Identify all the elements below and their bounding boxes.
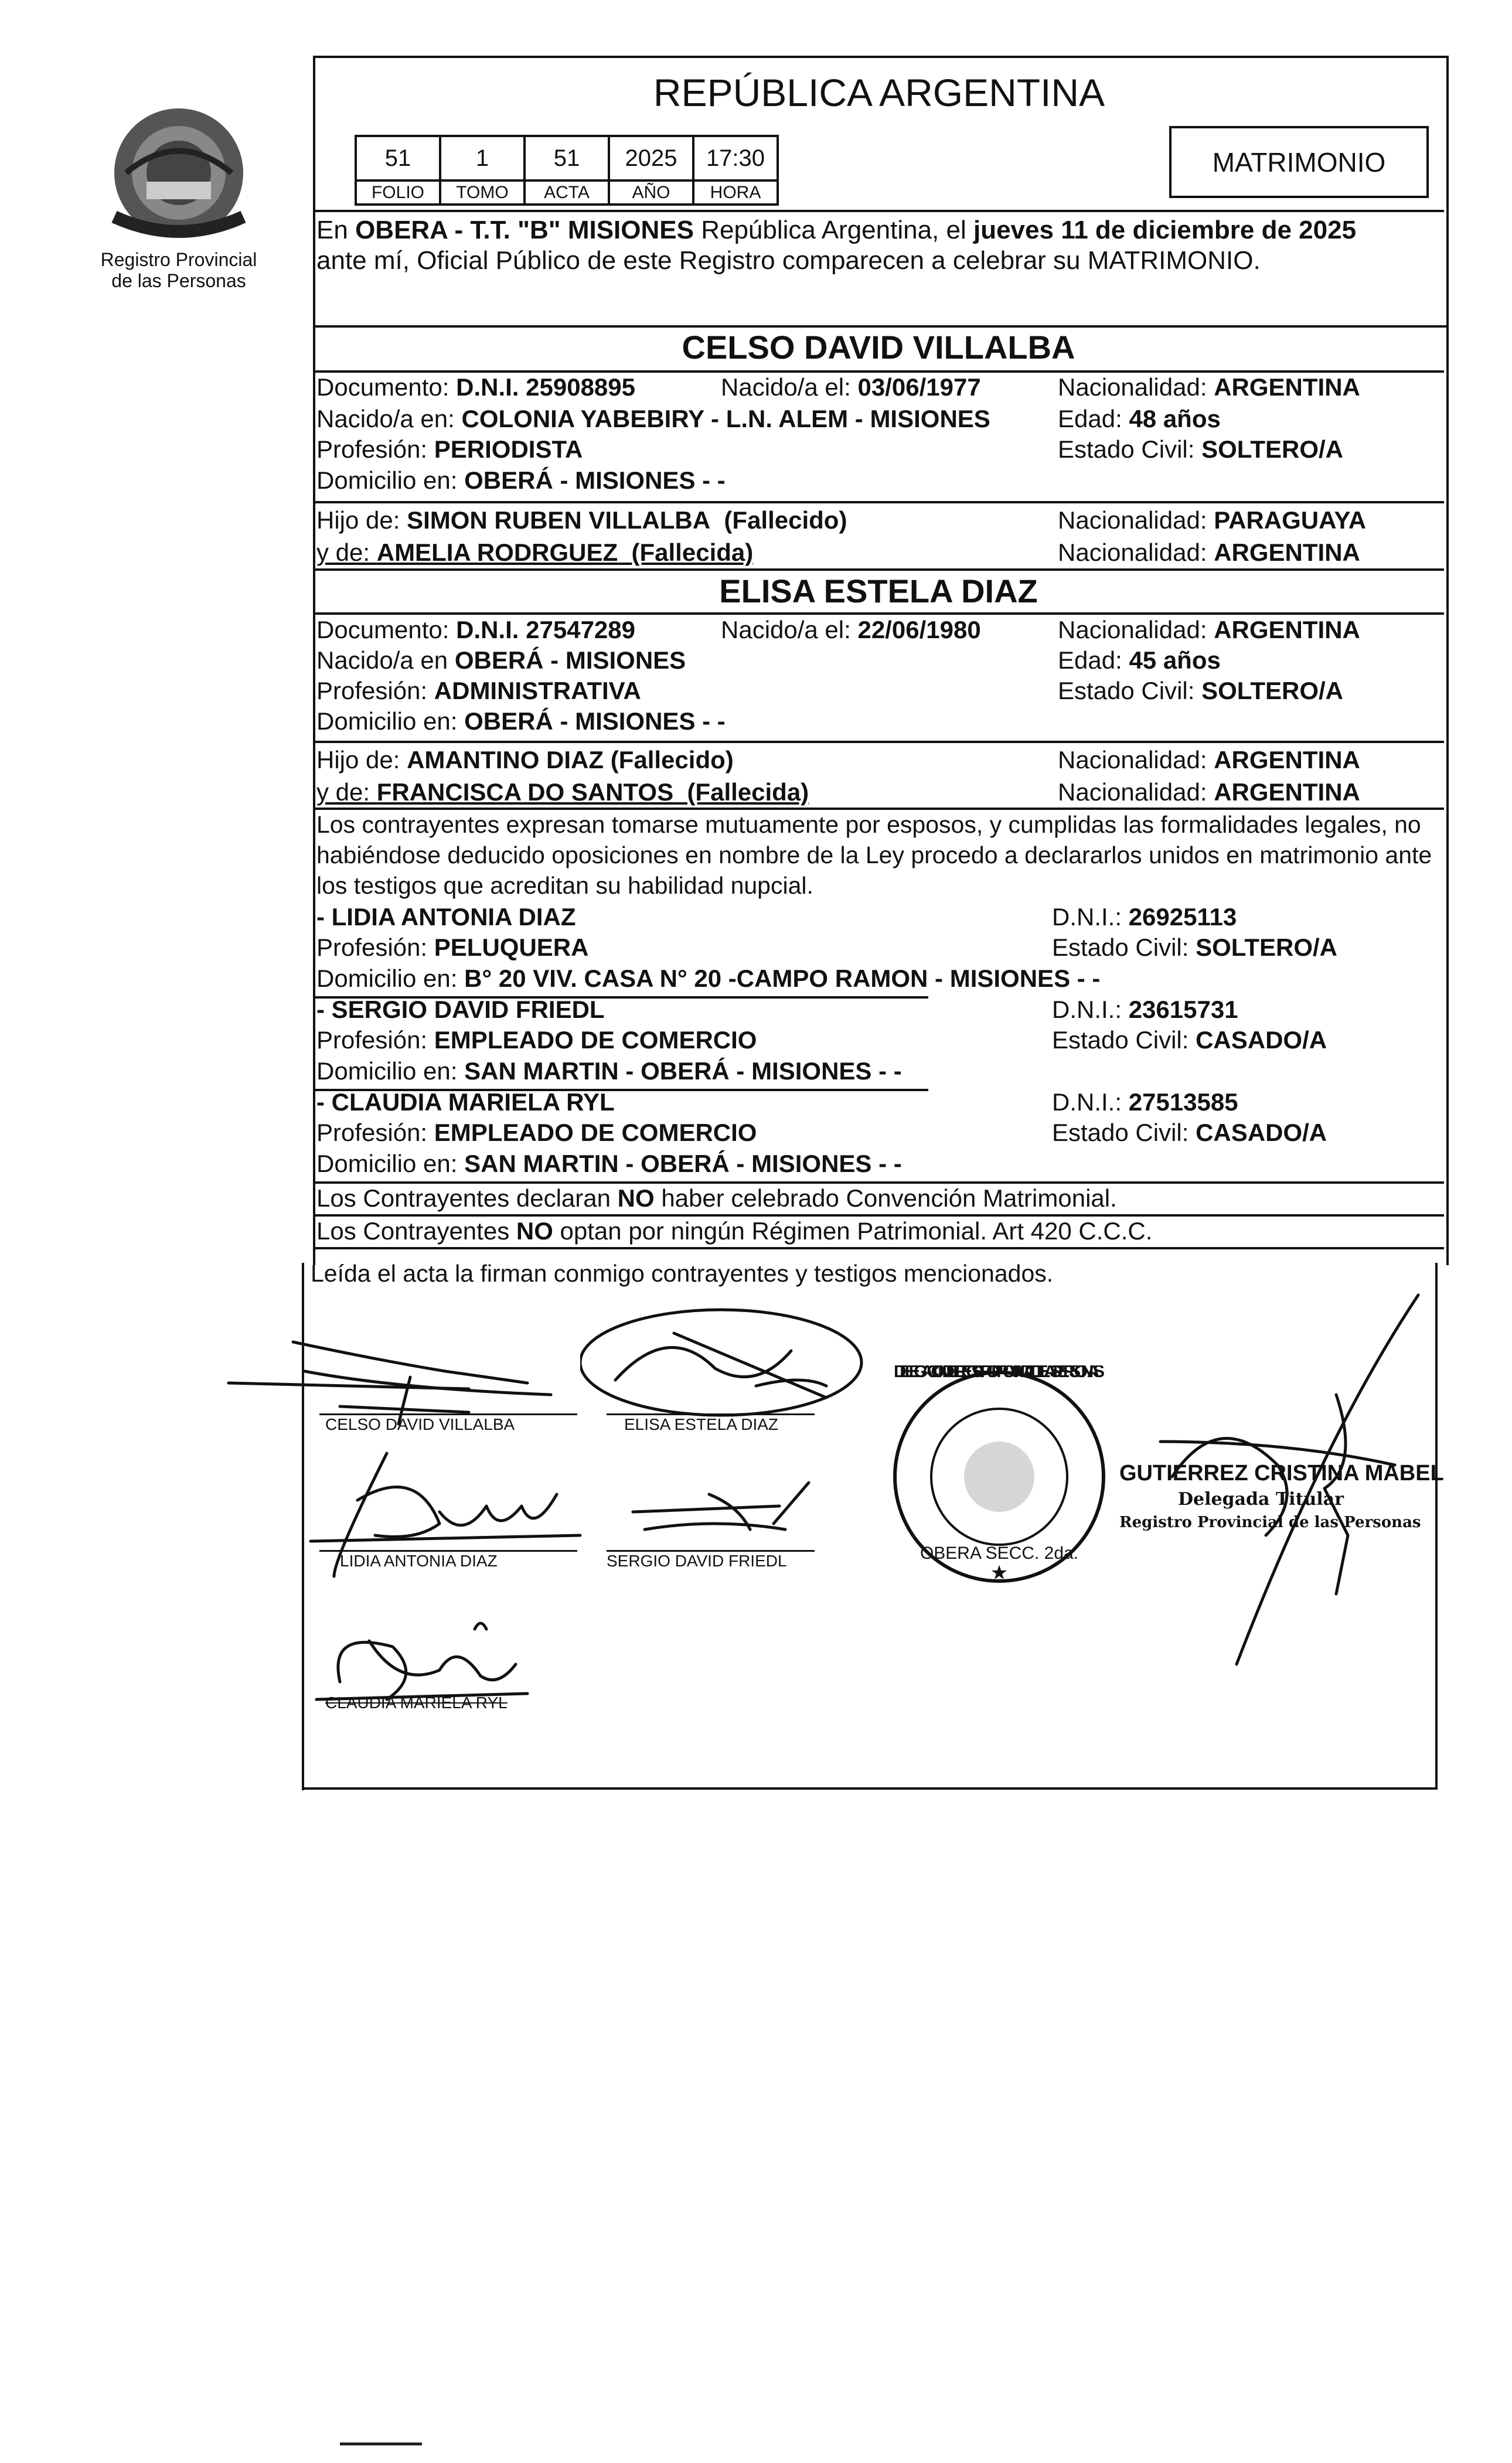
bride-signature-icon [580,1298,885,1427]
witness-name: - CLAUDIA MARIELA RYL [316,1088,615,1116]
registry-name-line2: de las Personas [111,270,246,291]
record-type: MATRIMONIO [1212,147,1386,178]
text: optan por ningún Régimen Patrimonial. Art 420 C.C.C. [560,1217,1153,1245]
folio-label: FOLIO [355,179,441,206]
value: 03/06/1977 [857,373,981,401]
folio-value: 51 [355,135,441,182]
text: Los Contrayentes [316,1217,510,1245]
value: OBERÁ - MISIONES - - [464,707,726,735]
value: FRANCISCA DO SANTOS [376,778,674,806]
acta-label: ACTA [523,179,610,206]
text: haber celebrado Convención Matrimonial. [661,1184,1117,1212]
witness-dom [316,1149,902,1178]
groom-mother [316,538,753,567]
declaration-line3: los testigos que acreditan su habilidad nupcial. [316,872,813,899]
label: Profesión: [316,1026,428,1054]
label: Estado Civil: [1058,677,1195,704]
value: SAN MARTIN - OBERÁ - MISIONES - - [464,1150,902,1177]
value: 27513585 [1128,1088,1238,1116]
label: Hijo de: [316,506,400,534]
value: 26925113 [1128,903,1237,931]
bride-civil [1058,676,1343,706]
groom-civil [1058,435,1343,464]
bride-birthplace [316,646,686,675]
witness2-signature-icon [621,1471,832,1553]
label: Estado Civil: [1052,1026,1189,1054]
bride-name: ELISA ESTELA DIAZ [719,573,1038,609]
groom-dom [316,466,726,495]
official-name: GUTIERREZ CRISTINA MABEL [1119,1461,1444,1486]
label: Edad: [1058,405,1122,432]
value: ARGENTINA [1214,746,1360,774]
label: Nacionalidad: [1058,373,1207,401]
hora-label: HORA [692,179,779,206]
value: SOLTERO/A [1201,435,1343,463]
label: Domicilio en: [316,707,458,735]
groom-nat [1058,373,1360,402]
value: D.N.I. 27547289 [456,616,635,643]
stamp-ring-text: DELEGACION DEL REGISTRO PROVINCIAL DE LAS PERSONAS [894,1365,1105,1381]
official-block [1119,1459,1448,1533]
declaration-line2: habiéndose deducido oposiciones en nombre de la Ley procedo a declararlos unidos en matrimonio ante [316,842,1432,868]
label: Domicilio en: [316,1057,458,1085]
groom-name: CELSO DAVID VILLALBA [682,329,1075,366]
groom-mother-nat [1058,538,1360,567]
bride-signature-name: ELISA ESTELA DIAZ [624,1415,779,1433]
bride-doc [316,615,635,645]
divider [313,1247,1444,1249]
bride-mother-nat [1058,778,1360,807]
witness-dni [1052,995,1238,1024]
hora-value: 17:30 [692,135,779,182]
intro-line1 [316,216,1356,245]
divider [313,612,1444,615]
witness-prof [316,1118,757,1147]
intro-date: jueves 11 de diciembre de 2025 [973,216,1357,244]
value: OBERÁ - MISIONES - - [464,466,726,494]
closing-text: Leída el acta la firman conmigo contrayentes y testigos mencionados. [311,1260,1054,1287]
bottom-mark [340,2442,422,2445]
divider [313,210,1444,212]
value: OBERÁ - MISIONES [454,646,686,674]
witness-dni [1052,1088,1238,1117]
intro-place: OBERA - T.T. "B" MISIONES [355,216,694,244]
groom-doc [316,373,635,402]
label: Domicilio en: [316,965,458,992]
intro-mid: República Argentina, el [701,216,966,244]
bride-father-nat [1058,745,1360,775]
intro-line2: ante mí, Oficial Público de este Registro comparecen a celebrar su MATRIMONIO. [316,246,1261,275]
value: EMPLEADO DE COMERCIO [434,1119,757,1146]
convention-line2 [316,1217,1152,1246]
bride-dom [316,707,726,736]
groom-signature-name: CELSO DAVID VILLALBA [325,1415,515,1433]
value: CASADO/A [1196,1119,1327,1146]
label: Nacionalidad: [1058,746,1207,774]
witness2-signature-name: SERGIO DAVID FRIEDL [607,1552,787,1570]
seal-icon [91,94,267,252]
label: Profesión: [316,677,428,704]
label: D.N.I.: [1052,1088,1122,1116]
declaration-line1: Los contrayentes expresan tomarse mutuamente por esposos, y cumplidas las formalidades legales, no [316,811,1421,838]
bride-mother [316,778,809,807]
value: ARGENTINA [1214,616,1360,643]
divider [313,501,1444,503]
province-seal-logo [91,94,267,252]
status: (Fallecida) [687,778,809,806]
divider [313,741,1444,743]
label: Nacionalidad: [1058,539,1207,566]
witness1-signature-name: LIDIA ANTONIA DIAZ [340,1552,498,1570]
witness-civil [1052,933,1337,962]
label: Nacido/a en [316,646,448,674]
witness-prof [316,933,588,962]
status: (Fallecido) [724,506,847,534]
bride-age [1058,646,1221,675]
label: Profesión: [316,435,428,463]
bride-prof [316,676,641,706]
label: Estado Civil: [1052,1119,1189,1146]
value: ARGENTINA [1214,373,1360,401]
anio-label: AÑO [608,179,694,206]
value: PERIODISTA [434,435,583,463]
value: SIMON RUBEN VILLALBA [407,506,711,534]
witness-name: - SERGIO DAVID FRIEDL [316,996,605,1023]
value: 45 años [1129,646,1221,674]
label: Documento: [316,373,449,401]
label: Nacionalidad: [1058,616,1207,643]
emphasis: NO [617,1184,655,1212]
witness3-signature-name: CLAUDIA MARIELA RYL [325,1694,508,1712]
witness-civil [1052,1118,1327,1147]
witness-civil [1052,1026,1327,1055]
witness-dni [1052,902,1237,932]
label: y de: [316,539,370,566]
value: SOLTERO/A [1196,934,1337,961]
anio-value: 2025 [608,135,694,182]
value: B° 20 VIV. CASA N° 20 -CAMPO RAMON - MISIONES - - [464,965,1101,992]
label: Nacido/a el: [721,373,851,401]
tomo-label: TOMO [439,179,526,206]
status: (Fallecida) [631,539,754,566]
bride-father [316,745,734,775]
label: Profesión: [316,1119,428,1146]
value: PELUQUERA [434,934,589,961]
status: (Fallecido) [610,746,734,774]
witness-prof [316,1026,757,1055]
groom-birthplace [316,404,990,434]
bride-nat [1058,615,1360,645]
value: 22/06/1980 [857,616,981,643]
label: Nacionalidad: [1058,506,1207,534]
intro-en: En [316,216,348,244]
label: Documento: [316,616,449,643]
bride-born [721,615,981,645]
convention-line1 [316,1184,1117,1213]
official-office: Registro Provincial de las Personas [1119,1514,1421,1531]
label: D.N.I.: [1052,903,1122,931]
registry-name-line1: Registro Provincial [100,249,257,270]
label: Estado Civil: [1058,435,1195,463]
witness-dom [316,1057,902,1086]
label: y de: [316,778,370,806]
value: 48 años [1129,405,1221,432]
value: ARGENTINA [1214,539,1360,566]
value: CASADO/A [1196,1026,1327,1054]
value: D.N.I. 25908895 [456,373,635,401]
label: Nacionalidad: [1058,778,1207,806]
value: ARGENTINA [1214,778,1360,806]
acta-value: 51 [523,135,610,182]
value: 23615731 [1128,996,1238,1023]
label: Profesión: [316,934,428,961]
tomo-value: 1 [439,135,526,182]
label: Nacido/a el: [721,616,851,643]
witness-dom [316,964,1100,993]
value: AMANTINO DIAZ [407,746,604,774]
groom-father-nat [1058,506,1366,535]
groom-prof [316,435,583,464]
label: Edad: [1058,646,1122,674]
stamp-inner-text: OBERA SECC. 2da. [920,1544,1079,1563]
label: Estado Civil: [1052,934,1189,961]
value: AMELIA RODRGUEZ [376,539,618,566]
record-type-box [1169,126,1429,198]
groom-born [721,373,981,402]
value: ADMINISTRATIVA [434,677,641,704]
text: Los Contrayentes declaran [316,1184,611,1212]
label: D.N.I.: [1052,996,1122,1023]
emphasis: NO [516,1217,553,1245]
value: SOLTERO/A [1201,677,1343,704]
svg-text:★: ★ [990,1561,1009,1585]
groom-age [1058,404,1221,434]
label: Domicilio en: [316,466,458,494]
divider [313,568,1444,571]
label: Domicilio en: [316,1150,458,1177]
registry-name [82,249,275,291]
value: EMPLEADO DE COMERCIO [434,1026,757,1054]
groom-father [316,506,847,535]
label: Hijo de: [316,746,400,774]
witness-name: - LIDIA ANTONIA DIAZ [316,903,576,931]
label: Nacido/a en: [316,405,455,432]
value: PARAGUAYA [1214,506,1367,534]
country-title: REPÚBLICA ARGENTINA [653,71,1105,114]
value: SAN MARTIN - OBERÁ - MISIONES - - [464,1057,902,1085]
official-role: Delegada Titular [1178,1489,1344,1510]
value: COLONIA YABEBIRY - L.N. ALEM - MISIONES [461,405,990,432]
registry-stamp-icon [885,1365,1113,1588]
